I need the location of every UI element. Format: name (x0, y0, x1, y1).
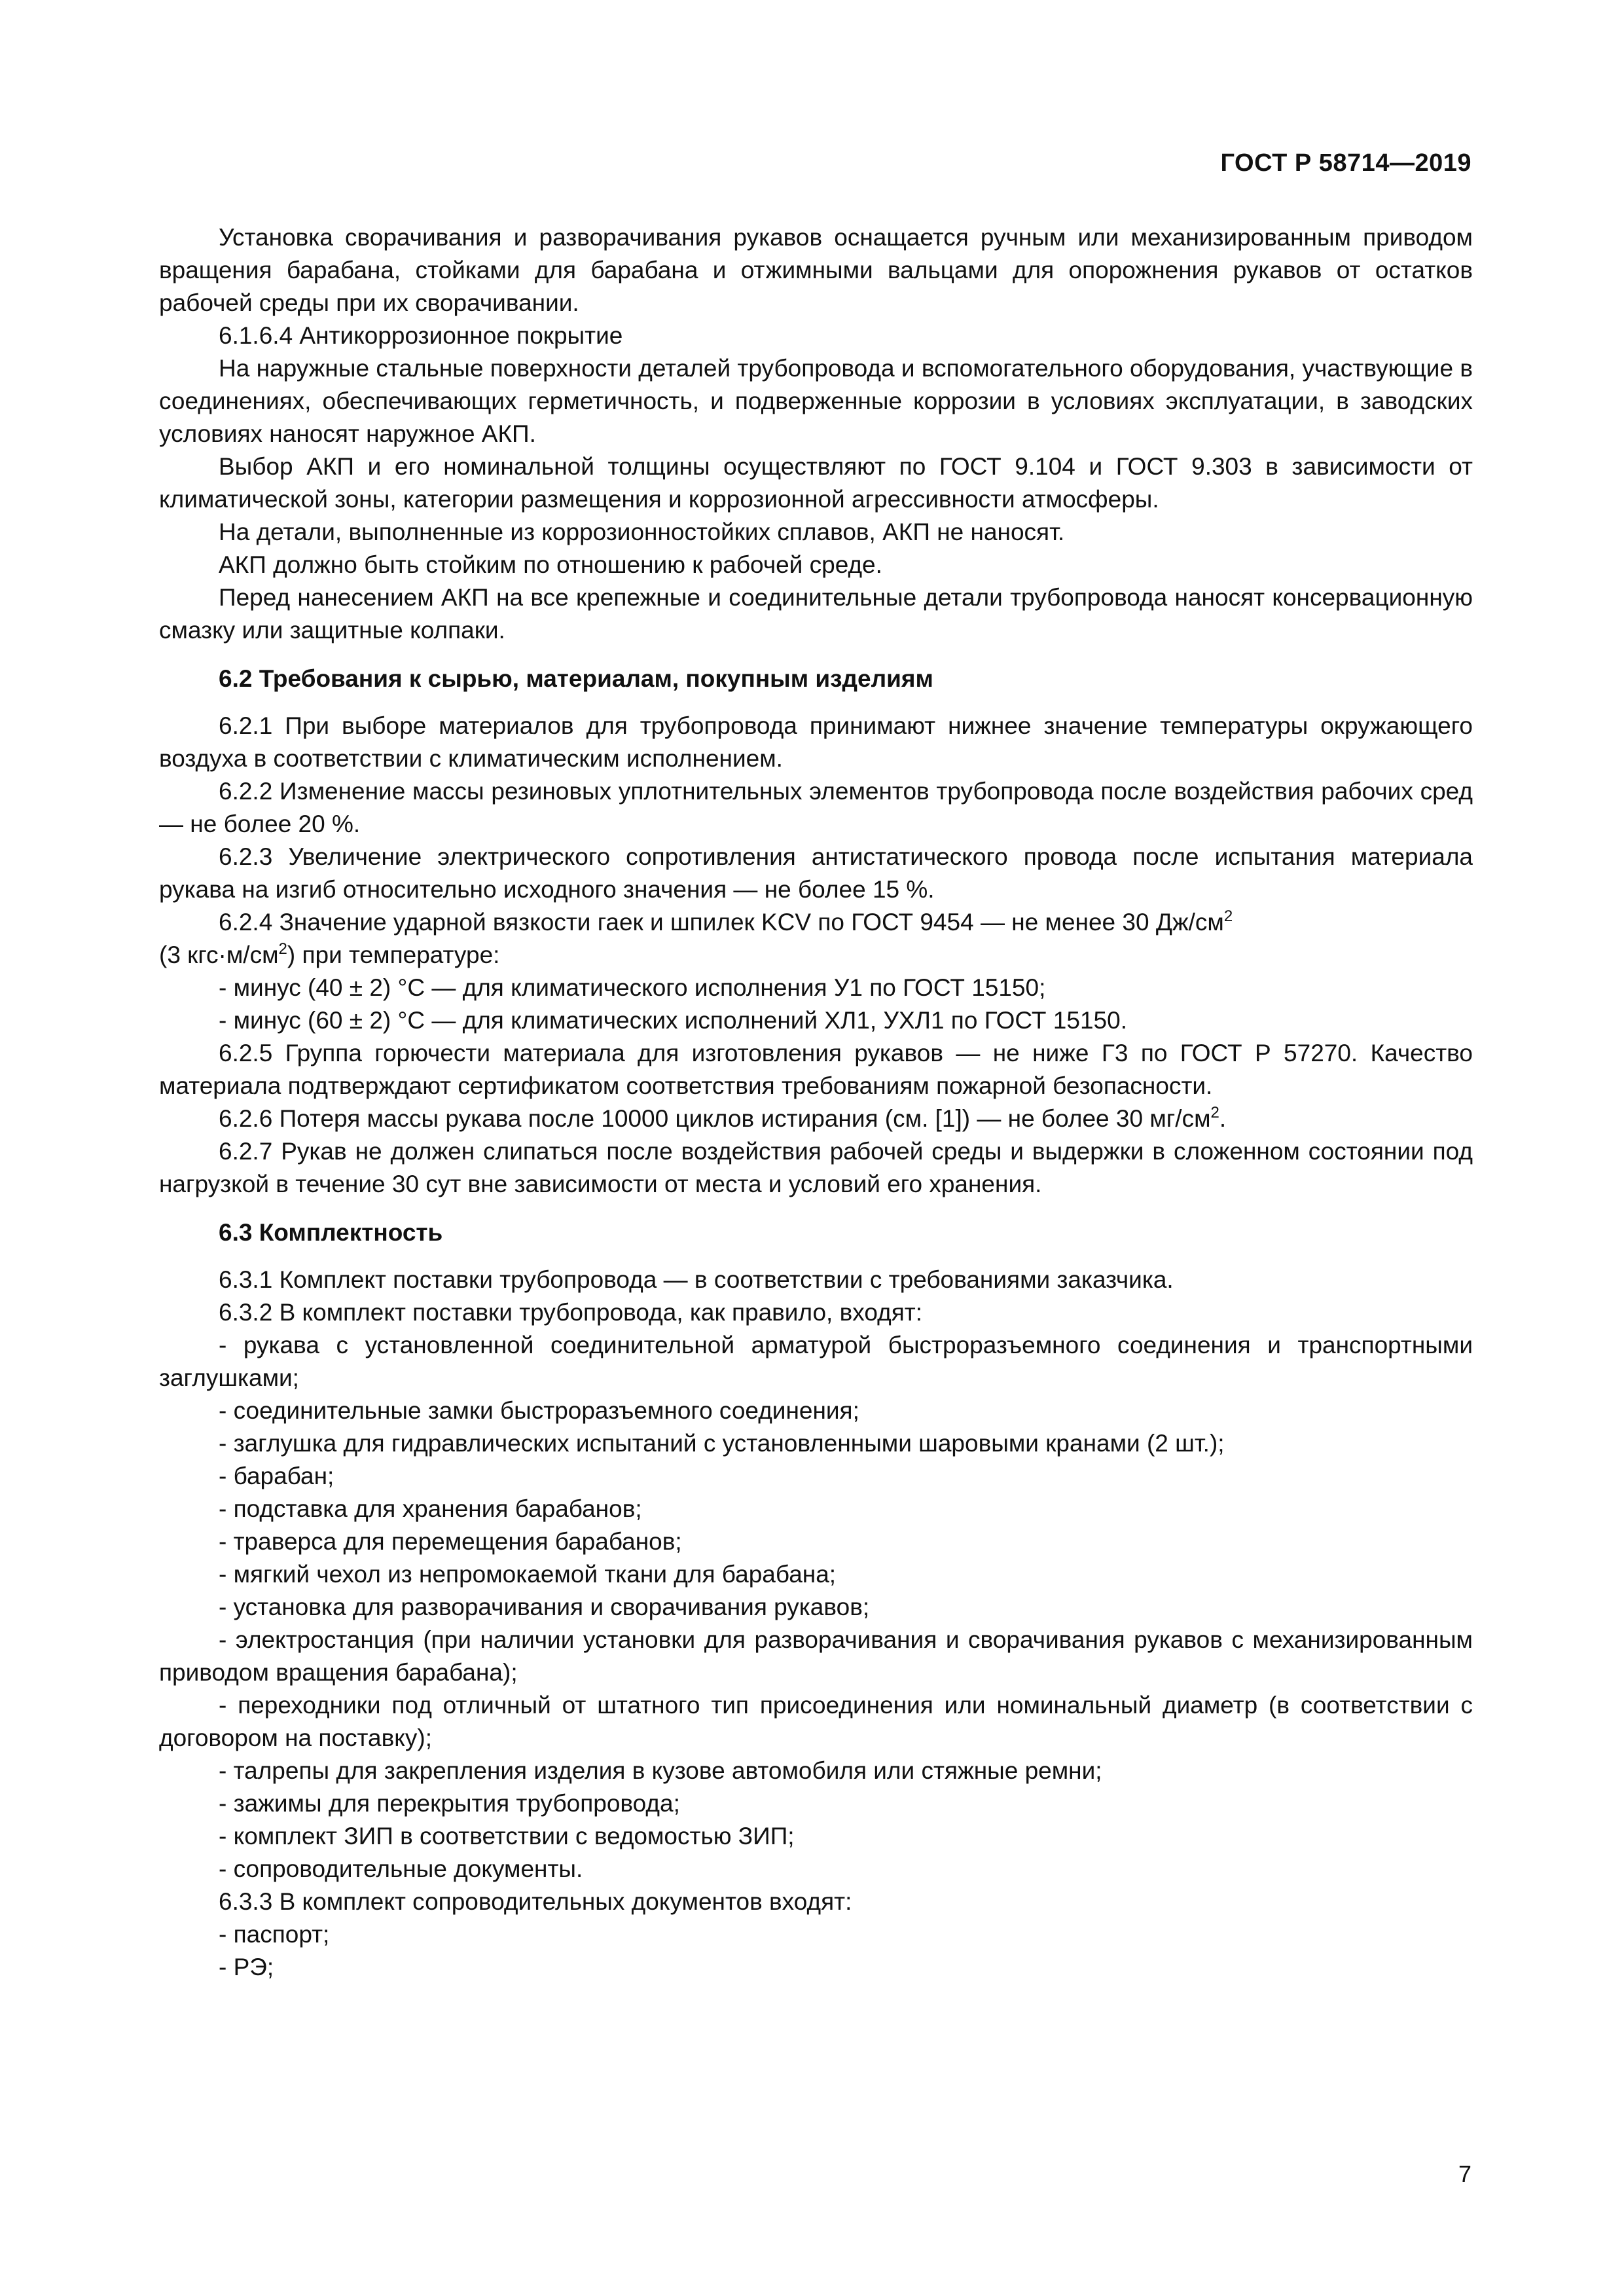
list-item: - заглушка для гидравлических испытаний с установленными шаровыми кранами (2 шт.); (219, 1430, 1225, 1457)
superscript: 2 (1223, 907, 1233, 925)
paragraph: Установка сворачивания и разворачивания рукавов оснащается ручным или механизированным приводом вращения барабана, стойками для барабана и отжимными вальцами для опорожнения рукавов от остатков рабочей среды при их сворачивании. (159, 224, 1473, 316)
paragraph: 6.3.1 Комплект поставки трубопровода — в соответствии с требованиями заказчика. (219, 1266, 1174, 1293)
superscript: 2 (1210, 1104, 1219, 1121)
list-item: - сопроводительные документы. (219, 1855, 583, 1882)
paragraph: 6.2.1 При выборе материалов для трубопровода принимают нижнее значение температуры окружающего воздуха в соответствии с климатическим исполнением. (159, 712, 1473, 772)
paragraph-abrasion (159, 1102, 1473, 1135)
paragraph: На детали, выполненные из коррозионностойких сплавов, АКП не наносят. (219, 519, 1065, 545)
list-item: - подставка для хранения барабанов; (219, 1495, 642, 1522)
text-run: 6.2.6 Потеря массы рукава после 10000 циклов истирания (см. [1]) — не более 30 мг/см (219, 1105, 1211, 1132)
paragraph: АКП должно быть стойким по отношению к рабочей среде. (219, 551, 882, 578)
text-run: ) при температуре: (287, 941, 500, 968)
list-item: - рукава с установленной соединительной арматурой быстроразъемного соединения и транспортными заглушками; (159, 1332, 1473, 1391)
paragraph: На наружные стальные поверхности деталей трубопровода и вспомогательного оборудования, участвующие в соединениях, обеспечивающих герметичность, и подверженные коррозии в условиях эксплуатации, в заводских условиях наносят наружное АКП. (159, 355, 1473, 447)
list-item: - талрепы для закрепления изделия в кузове автомобиля или стяжные ремни; (219, 1757, 1102, 1784)
paragraph: 6.3.3 В комплект сопроводительных документов входят: (219, 1888, 852, 1915)
document-code: ГОСТ Р 58714—2019 (1220, 149, 1471, 177)
paragraph: Перед нанесением АКП на все крепежные и соединительные детали трубопровода наносят консервационную смазку или защитные колпаки. (159, 584, 1473, 644)
list-item: - минус (60 ± 2) °С — для климатических исполнений ХЛ1, УХЛ1 по ГОСТ 15150. (219, 1007, 1127, 1034)
list-item: - РЭ; (219, 1954, 274, 1980)
list-item: - соединительные замки быстроразъемного соединения; (219, 1397, 859, 1424)
paragraph: 6.2.7 Рукав не должен слипаться после воздействия рабочей среды и выдержки в сложенном состоянии под нагрузкой в течение 30 сут вне зависимости от места и условий его хранения. (159, 1138, 1473, 1197)
paragraph: Выбор АКП и его номинальной толщины осуществляют по ГОСТ 9.104 и ГОСТ 9.303 в зависимости от климатической зоны, категории размещения и коррозионной агрессивности атмосферы. (159, 453, 1473, 513)
list-item: - зажимы для перекрытия трубопровода; (219, 1790, 680, 1817)
list-item: - траверса для перемещения барабанов; (219, 1528, 682, 1555)
text-run: . (1219, 1105, 1227, 1132)
list-item: - электростанция (при наличии установки для разворачивания и сворачивания рукавов с механизированным приводом вращения барабана); (159, 1626, 1473, 1686)
list-item: - мягкий чехол из непромокаемой ткани для барабана; (219, 1561, 837, 1588)
page-number: 7 (1458, 2160, 1471, 2187)
paragraph: 6.2.2 Изменение массы резиновых уплотнительных элементов трубопровода после воздействия рабочих сред — не более 20 %. (159, 778, 1473, 837)
list-item: - минус (40 ± 2) °С — для климатического исполнения У1 по ГОСТ 15150; (219, 974, 1046, 1001)
paragraph: 6.2.5 Группа горючести материала для изготовления рукавов — не ниже Г3 по ГОСТ Р 57270. Качество материала подтверждают сертификатом соответствия требованиям пожарной безопасности. (159, 1040, 1473, 1099)
subsection-title: 6.1.6.4 Антикоррозионное покрытие (219, 322, 623, 349)
paragraph: 6.2.3 Увеличение электрического сопротивления антистатического провода после испытания материала рукава на изгиб относительно исходного значения — не более 15 %. (159, 843, 1473, 903)
list-item: - комплект ЗИП в соответствии с ведомостью ЗИП; (219, 1823, 795, 1850)
document-body (159, 221, 1473, 1984)
paragraph: 6.3.2 В комплект поставки трубопровода, как правило, входят: (219, 1299, 922, 1326)
list-item: - переходники под отличный от штатного тип присоединения или номинальный диаметр (в соответствии с договором на поставку); (159, 1692, 1473, 1751)
list-item: - установка для разворачивания и сворачивания рукавов; (219, 1594, 870, 1620)
superscript: 2 (278, 940, 287, 958)
paragraph-impact-strength (159, 906, 1473, 972)
text-run: 6.2.4 Значение ударной вязкости гаек и шпилек KCV по ГОСТ 9454 — не менее 30 Дж/см (219, 909, 1224, 936)
text-run: (3 кгс·м/см (159, 941, 279, 968)
list-item: - паспорт; (219, 1921, 330, 1948)
section-heading: 6.2 Требования к сырью, материалам, покупным изделиям (219, 665, 933, 692)
section-heading: 6.3 Комплектность (219, 1219, 443, 1246)
list-item: - барабан; (219, 1463, 334, 1489)
